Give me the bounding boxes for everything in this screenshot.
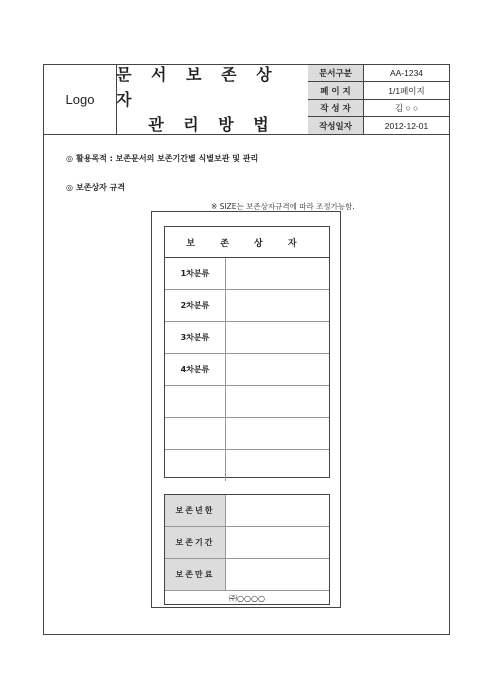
meta-value: 김 ○ ○ [364, 99, 450, 117]
meta-value: 2012-12-01 [384, 120, 429, 131]
category-label: 4차분류 [165, 354, 226, 385]
purpose-text: 활용목적 : 보존문서의 보존기간별 식별보관 및 관리 [75, 154, 259, 163]
meta-label: 작성일자 [308, 117, 364, 134]
meta-row [308, 82, 449, 100]
category-row [165, 386, 329, 418]
spec-title: 보존상자 규격 [75, 183, 126, 192]
category-label: 2차분류 [165, 290, 226, 321]
purpose-line [66, 153, 258, 164]
box-label-outline [151, 211, 341, 608]
category-label [165, 450, 226, 481]
category-row [165, 354, 329, 386]
company-name: ㈜○○○○ [229, 594, 265, 603]
retention-label: 보존만료 [165, 559, 226, 590]
category-label: 3차분류 [165, 322, 226, 353]
meta-value: AA-1234 [364, 65, 450, 82]
retention-row [165, 559, 329, 591]
bullet-icon: ◎ [66, 183, 73, 192]
category-label [165, 386, 226, 417]
category-label: 1차분류 [165, 258, 226, 289]
category-label [165, 418, 226, 449]
meta-label: 문서구분 [308, 65, 364, 82]
document-frame [43, 64, 450, 635]
box-label-heading: 보 존 상 자 [165, 227, 329, 258]
category-row [165, 322, 329, 354]
retention-row [165, 527, 329, 559]
title-line-1: 문 서 보 존 상 자 [116, 65, 279, 109]
document-header [44, 65, 449, 135]
bullet-icon: ◎ [66, 154, 73, 163]
retention-label: 보존기간 [165, 527, 226, 558]
meta-label: 작 성 자 [308, 99, 364, 117]
meta-value: 1/1페이지 [364, 82, 450, 100]
meta-table [308, 65, 449, 134]
category-row [165, 418, 329, 450]
meta-label: 페 이 지 [308, 82, 364, 100]
retention-label: 보존년한 [165, 495, 226, 526]
category-row [165, 258, 329, 290]
logo: Logo [44, 65, 117, 134]
retention-table [164, 494, 330, 605]
spec-title-line [66, 182, 125, 193]
title-line-2: 관 리 방 법 [148, 115, 276, 134]
meta-row [308, 117, 449, 134]
document-title [116, 65, 309, 134]
category-row [165, 290, 329, 322]
meta-row [308, 99, 449, 117]
retention-row [165, 495, 329, 527]
category-table [164, 226, 330, 478]
size-note: ※ SIZE는 보존상자규격에 따라 조정가능함. [211, 202, 355, 211]
category-row [165, 450, 329, 481]
meta-row [308, 65, 449, 82]
